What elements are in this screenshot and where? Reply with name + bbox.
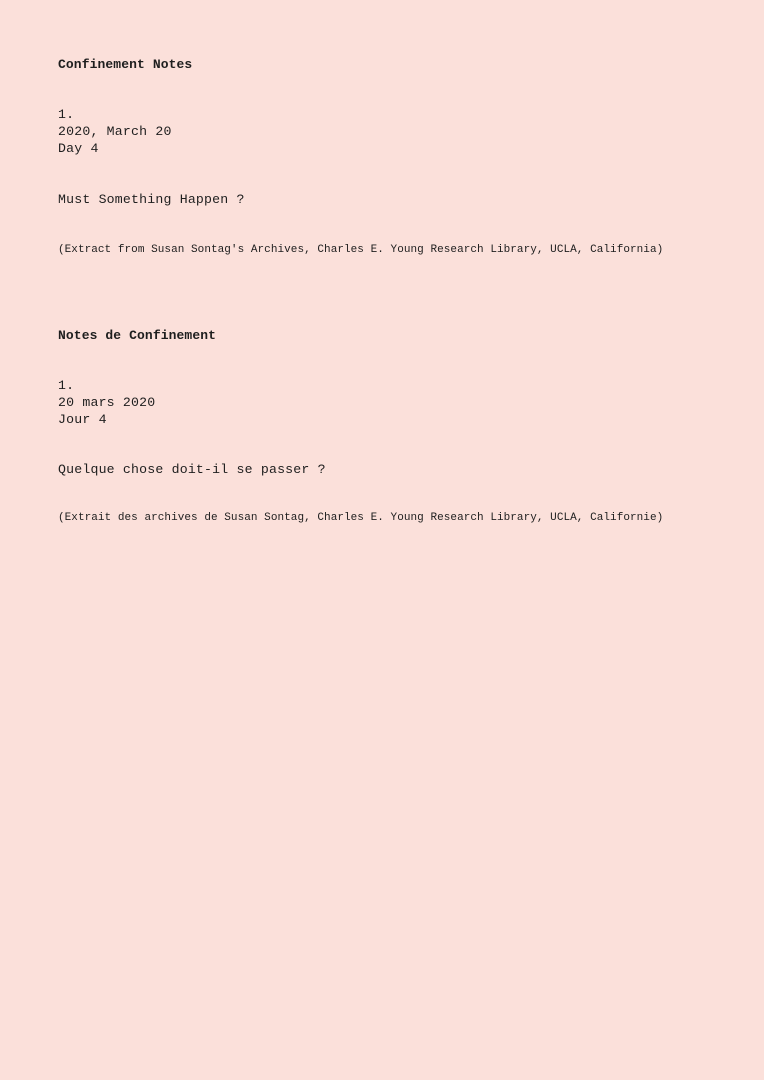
english-entry-number: 1. [58,107,75,122]
english-source-note: (Extract from Susan Sontag's Archives, Charles E. Young Research Library, UCLA, California) [58,244,664,256]
french-source-note: (Extrait des archives de Susan Sontag, Charles E. Young Research Library, UCLA, Californie) [58,512,664,524]
english-date: 2020, March 20 [58,124,172,139]
french-question: Quelque chose doit-il se passer ? [58,462,326,477]
french-title: Notes de Confinement [58,328,217,343]
english-day: Day 4 [58,141,99,156]
french-entry-number: 1. [58,378,75,393]
french-date: 20 mars 2020 [58,395,156,410]
french-day: Jour 4 [58,412,107,427]
english-question: Must Something Happen ? [58,192,245,207]
english-title: Confinement Notes [58,57,193,72]
